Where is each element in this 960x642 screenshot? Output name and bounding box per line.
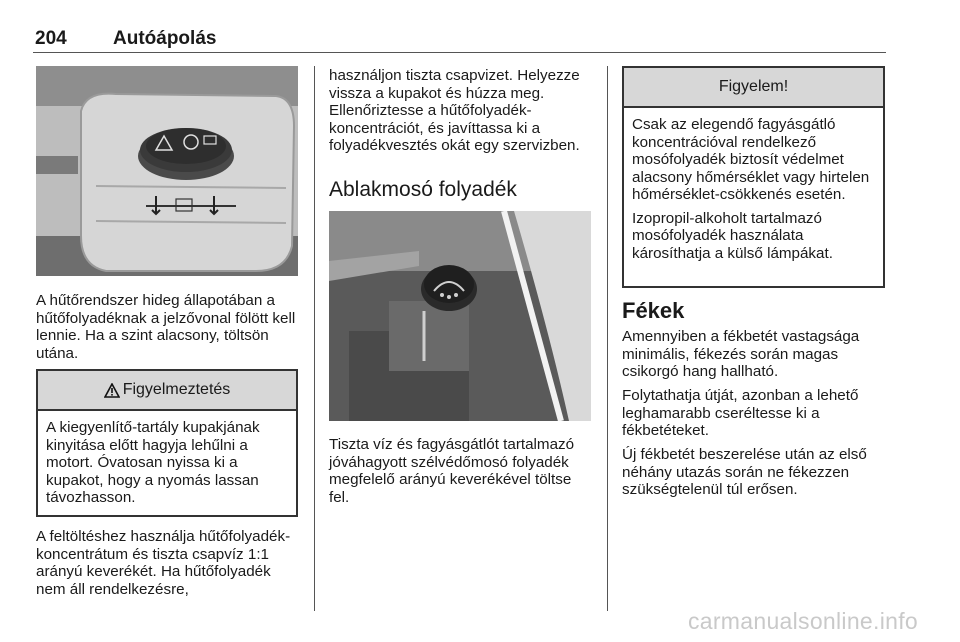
notice-box-paragraph-1: Csak az elegendő fagyásgátló koncentrációval rendelkező mosófolyadék biztosít védelmet alacsony hőmérséklet vagy hirtelen hőmérséklet-csökkenés esetén. [632, 116, 870, 203]
page-title: Autóápolás [113, 28, 217, 49]
warning-box [36, 369, 298, 517]
coolant-tank-photo [36, 66, 298, 276]
coolant-continued-paragraph: használjon tiszta csapvizet. Helyezze vissza a kupakot és húzza meg. Ellenőriztesse a hűtőfolyadék-koncentrációt, és javíttassa ki a folyadékvesztés okát egy szervizben. [329, 67, 580, 154]
brakes-heading: Fékek [622, 298, 685, 323]
warning-box-text: A kiegyenlítő-tartály kupakjának kinyitása előtt hagyja lehűlni a motort. Óvatosan nyissa ki a kupakot, hogy a nyomás lassan távozhasson. [46, 419, 260, 506]
header-rule [33, 52, 886, 53]
brakes-paragraph-1: Amennyiben a fékbetét vastagsága minimális, fékezés során magas csikorgó hang hallható. [622, 328, 860, 380]
warning-box-header [38, 371, 296, 411]
notice-box-paragraph-2: Izopropil-alkoholt tartalmazó mosófolyadék használata károsíthatja a külső lámpákat. [632, 209, 833, 262]
notice-box-header [624, 68, 883, 108]
coolant-tank-illustration [36, 66, 298, 276]
page-header [33, 24, 886, 52]
warning-box-title: Figyelmeztetés [122, 381, 231, 398]
notice-box-title: Figyelem! [718, 78, 789, 95]
washer-fluid-heading: Ablakmosó folyadék [329, 178, 517, 201]
column-divider-right [607, 66, 608, 611]
warning-triangle-icon [104, 383, 120, 398]
page-number: 204 [35, 28, 67, 49]
coolant-fill-paragraph: A feltöltéshez használja hűtőfolyadék-koncentrátum és tiszta csapvíz 1:1 arányú keverékét. Ha hűtőfolyadék nem áll rendelkezésre, [36, 528, 291, 598]
notice-box [622, 66, 885, 288]
column-divider-left [314, 66, 315, 611]
washer-fluid-paragraph: Tiszta víz és fagyásgátlót tartalmazó jóváhagyott szélvédőmosó folyadék megfelelő arányú keverékével töltse fel. [329, 436, 575, 506]
warning-box-body [38, 411, 296, 507]
watermark: carmanualsonline.info [687, 608, 918, 634]
washer-reservoir-photo [329, 211, 591, 421]
washer-reservoir-illustration [329, 211, 591, 421]
brakes-paragraph-2: Folytathatja útját, azonban a lehető leghamarabb cseréltesse ki a fékbetéteket. [622, 387, 859, 439]
brakes-paragraph-3: Új fékbetét beszerelése után az első néhány utazás során ne fékezzen szükségtelenül túl erősen. [622, 446, 867, 498]
notice-box-body [624, 108, 883, 262]
coolant-intro-paragraph: A hűtőrendszer hideg állapotában a hűtőfolyadéknak a jelzővonal fölött kell lennie. Ha a szint alacsony, töltsön utána. [36, 292, 296, 362]
